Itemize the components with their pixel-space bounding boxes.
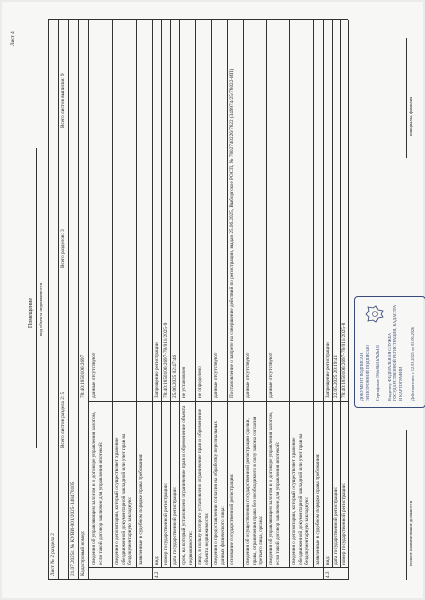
row-label: дата государственной регистрации: xyxy=(172,486,178,565)
footer-initials: инициалы, фамилия xyxy=(408,96,413,136)
cadastral-label: Кадастровый номер: xyxy=(80,530,86,576)
row-value: данные отсутствуют xyxy=(213,352,219,398)
row-value: Постановление о запрете на совершение действий по регистрации, выдан 25.06.2025, Выборгское РОСП, № 7802740226/7822 (349974/25/78022-ИП) xyxy=(229,68,235,398)
row-number: 4.2 xyxy=(154,571,160,578)
sheets-in-section: Всего листов раздела 2: 5 xyxy=(60,391,66,448)
row-label: сведения о депозитарии, который осуществляет хранение обездвиженной документарной закладной или учет прав на бездокументарную закладную: xyxy=(291,433,311,565)
row-label: заявленные в судебном порядке права требования: xyxy=(315,453,321,565)
row-label: сведения об управляющем залогом и о договоре управления залогом, если такой договор заключен для управления ипотекой: xyxy=(268,411,281,565)
document-date: 21.07.2025г. № КУВИ-001/2025-148470105 xyxy=(70,481,76,576)
sections-count: Всего разделов: 3 xyxy=(60,229,66,268)
electronic-signature-stamp xyxy=(354,296,425,408)
row-value: 22.05.2025 20:19:41 xyxy=(333,354,339,398)
row-label: сведения о предоставлении согласия на обработку персональных данных физического лица: xyxy=(213,420,226,565)
coat-of-arms-icon xyxy=(365,305,385,323)
row-label: основание государственной регистрации: xyxy=(229,473,235,565)
row-label: вид: xyxy=(154,555,160,565)
row-value: данные отсутствуют xyxy=(91,352,97,398)
row-label: сведения об осуществлении государственной регистрации сделки, права, ограничения права без необходимого в силу закона согласия третьего лица, органа: xyxy=(245,416,265,565)
row-label: номер государственной регистрации: xyxy=(341,482,347,565)
section-subtitle: вид объекта недвижимости xyxy=(38,282,43,336)
stamp-line: Действителен: с 12.03.2025 по 05.06.2026 xyxy=(410,326,415,401)
row-value: данные отсутствуют xyxy=(268,352,274,398)
row-value: Запрещение регистрации xyxy=(325,342,331,398)
stamp-line: ДОКУМЕНТ ПОДПИСАН xyxy=(359,353,364,401)
row-label: срок, на который установлено ограничение прав и обременение объекта недвижимости: xyxy=(181,405,194,565)
row-value: Запрещение регистрации xyxy=(154,342,160,398)
row-number: 4.3 xyxy=(325,571,331,578)
document-sheet xyxy=(2,2,423,598)
row-label: номер государственной регистрации: xyxy=(163,482,169,565)
rotated-page xyxy=(2,2,423,598)
row-label: вид: xyxy=(325,555,331,565)
sheet-number: Лист 4 xyxy=(10,31,16,46)
row-label: дата государственной регистрации: xyxy=(333,486,339,565)
stamp-line: Сертификат: 00dc8b11b7b2b4f5 xyxy=(375,345,380,401)
row-value: 25.06.2025 02:47:46 xyxy=(172,354,178,398)
total-sheets: Всего листов выписки: 9 xyxy=(60,73,66,128)
row-value: 78:40:1850106:2697-78/011/2025-8 xyxy=(341,322,347,398)
footer-position: полное наименование должности xyxy=(408,500,413,566)
row-label: сведения об управляющем залогом и о договоре управления залогом, если такой договор заключен для управления ипотекой: xyxy=(91,411,104,565)
row-value: не определено xyxy=(197,366,203,398)
row-label: сведения о депозитарии, который осуществляет хранение обездвиженной документарной закладной или учет прав на бездокументарную закладную: xyxy=(114,433,134,565)
row-value: 78:40:1850106:2697-78/011/2025-9 xyxy=(163,322,169,398)
row-label: заявленные в судебном порядке права требования: xyxy=(138,453,144,565)
section-title: Помещение xyxy=(28,297,34,328)
sheet-line: Лист № 2 раздела 2 xyxy=(50,533,56,576)
row-value: не установлен xyxy=(181,366,187,398)
stamp-line: Владелец: ФЕДЕРАЛЬНАЯ СЛУЖБА ГОСУДАРСТВЕННОЙ РЕГИСТРАЦИИ, КАДАСТРА И КАРТОГРАФИИ xyxy=(387,304,403,401)
row-value: данные отсутствуют xyxy=(245,352,251,398)
stamp-line: ЭЛЕКТРОННОЙ ПОДПИСЬЮ xyxy=(365,344,370,401)
cadastral-value: 78:40:1850106:2697 xyxy=(80,354,86,398)
row-label: лицо, в пользу которого установлено ограничение прав и обременение объекта недвижимости: xyxy=(197,408,210,565)
